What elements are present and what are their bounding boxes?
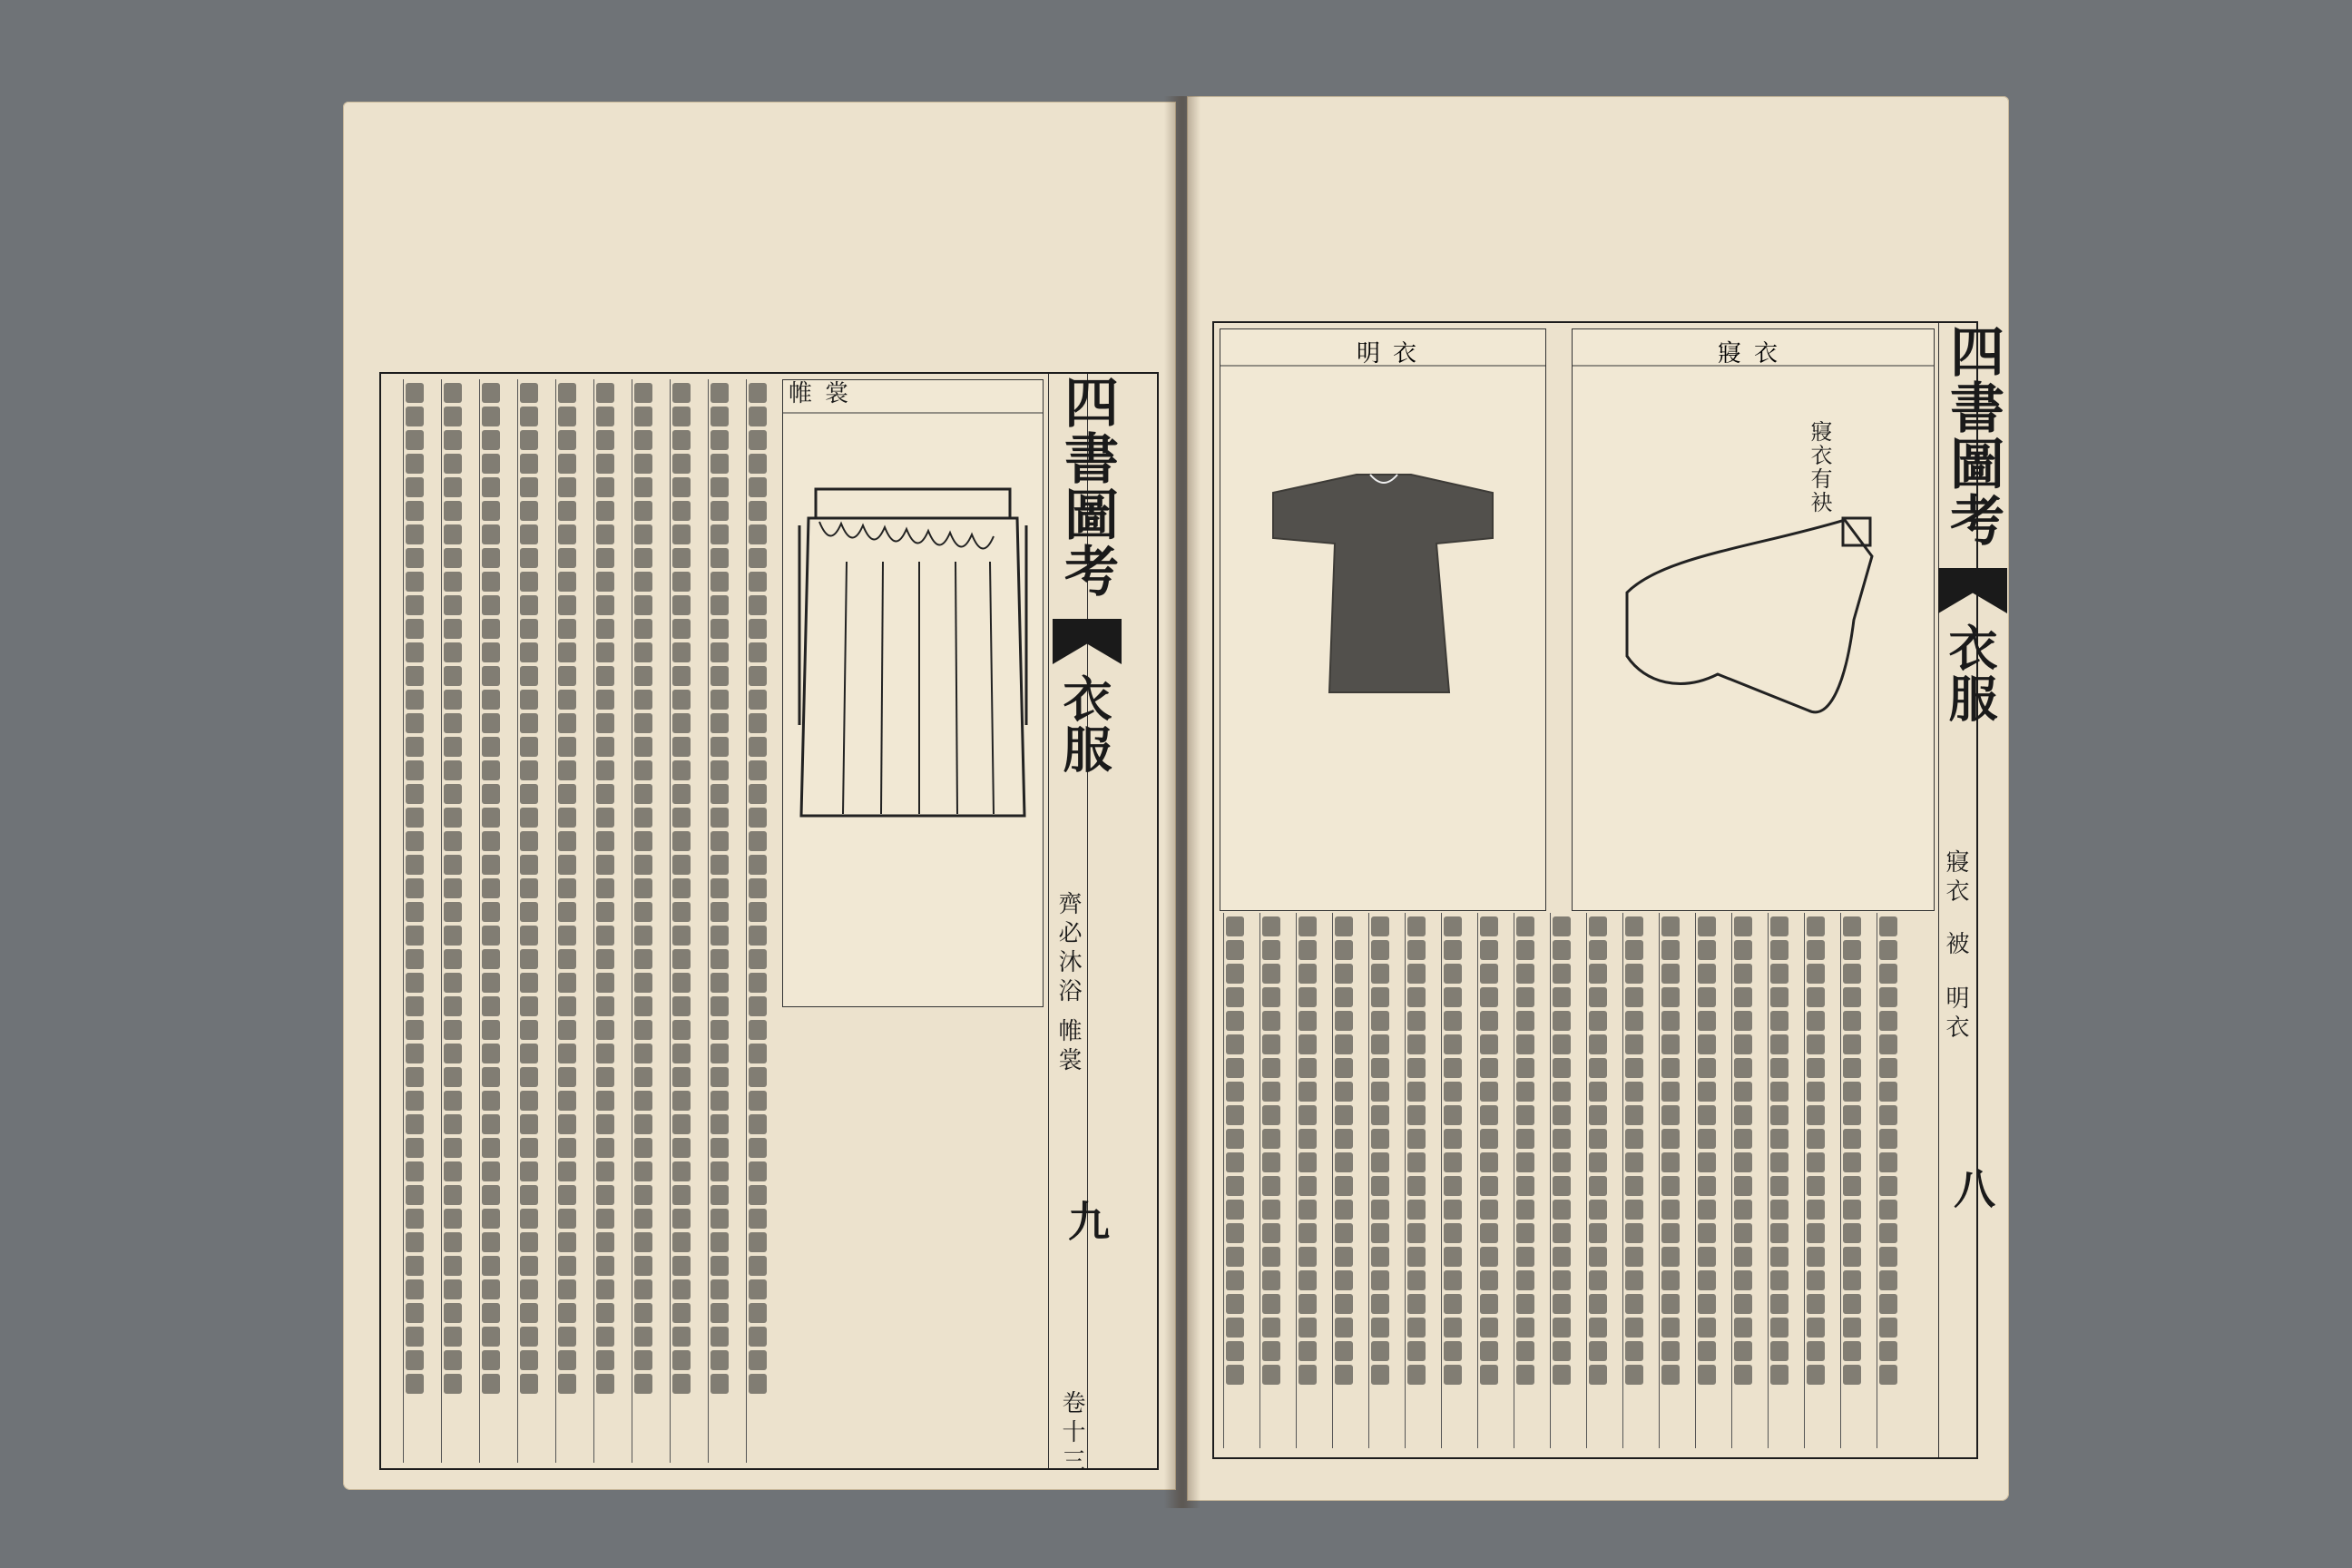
ming-yi-illustration-panel xyxy=(1220,328,1546,911)
right-page xyxy=(1187,96,2009,1501)
text-column xyxy=(1477,913,1500,1448)
text-column xyxy=(1223,913,1246,1448)
text-column xyxy=(746,379,769,1463)
text-column xyxy=(1804,913,1827,1448)
topic-label: 帷裳 xyxy=(1054,1018,1082,1076)
text-column xyxy=(1441,913,1464,1448)
text-column xyxy=(1514,913,1536,1448)
text-column xyxy=(1622,913,1645,1448)
text-column xyxy=(1259,913,1282,1448)
topic-label: 明衣 xyxy=(1942,985,1969,1044)
text-column xyxy=(670,379,692,1463)
right-side-band-border xyxy=(1938,323,1939,1457)
illustration-title: 明衣 xyxy=(1357,340,1430,368)
text-column xyxy=(1368,913,1391,1448)
text-column xyxy=(1586,913,1609,1448)
illustration-title: 帷裳 xyxy=(789,380,862,407)
volume-label: 卷十三 xyxy=(1058,1390,1085,1477)
wei-shang-illustration-panel xyxy=(782,379,1044,1007)
folio-number: 九 xyxy=(1062,1200,1111,1243)
open-book xyxy=(343,96,2009,1508)
text-column xyxy=(1332,913,1355,1448)
illustration-caption: 寢衣有袂 xyxy=(1807,420,1832,514)
topic-label: 齊必沐浴 xyxy=(1054,891,1082,1007)
text-column xyxy=(1695,913,1718,1448)
text-column xyxy=(1405,913,1427,1448)
text-column xyxy=(441,379,464,1463)
section-title: 衣服 xyxy=(1055,673,1113,775)
text-column xyxy=(1768,913,1790,1448)
text-column xyxy=(517,379,540,1463)
text-column xyxy=(1296,913,1318,1448)
left-text-frame xyxy=(379,372,1159,1470)
topic-label: 寢衣 xyxy=(1942,849,1969,907)
illustration-title: 寢衣 xyxy=(1718,340,1791,368)
book-title: 四書圖考 xyxy=(1055,374,1119,599)
topic-label: 被 xyxy=(1942,931,1969,960)
text-column xyxy=(403,379,426,1463)
left-side-band-border xyxy=(1048,374,1049,1468)
text-column xyxy=(555,379,578,1463)
text-column xyxy=(708,379,730,1463)
skirt-illustration xyxy=(783,380,1043,1006)
text-column xyxy=(1877,913,1899,1448)
right-text-frame xyxy=(1212,321,1978,1459)
folio-number: 八 xyxy=(1947,1167,1996,1210)
robe-illustration xyxy=(1220,329,1545,910)
text-column xyxy=(1840,913,1863,1448)
text-column xyxy=(479,379,502,1463)
section-title: 衣服 xyxy=(1941,622,1999,724)
text-column xyxy=(1659,913,1681,1448)
qin-yi-illustration-panel xyxy=(1572,328,1935,911)
text-column xyxy=(1731,913,1754,1448)
sleeping-robe-illustration xyxy=(1573,329,1934,910)
book-gutter xyxy=(1164,96,1200,1508)
book-title: 四書圖考 xyxy=(1941,323,2004,548)
text-column xyxy=(632,379,654,1463)
text-column xyxy=(1550,913,1573,1448)
text-column xyxy=(593,379,616,1463)
left-page xyxy=(343,102,1176,1490)
